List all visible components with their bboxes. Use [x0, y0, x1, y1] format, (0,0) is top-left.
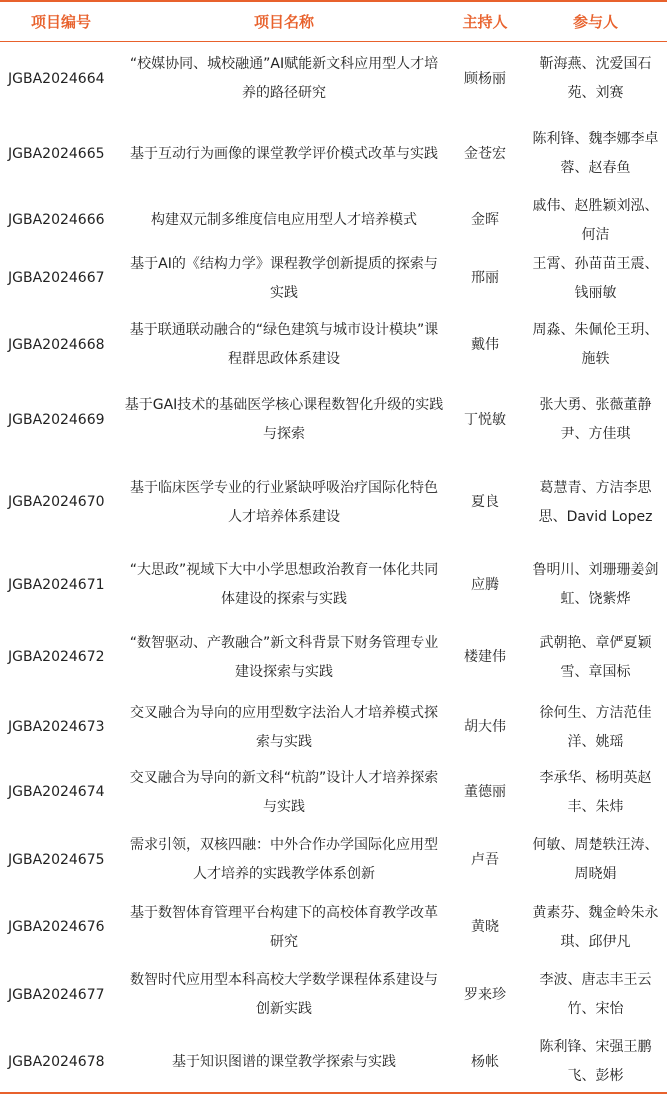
project-host: 金苍宏: [464, 145, 506, 162]
project-host: 杨帐: [446, 1033, 524, 1093]
project-name: 数智时代应用型本科高校大学数学课程体系建设与创新实践: [130, 972, 438, 1017]
project-name: 基于临床医学专业的行业紧缺呼吸治疗国际化特色人才培养体系建设: [130, 479, 438, 525]
header-project-code: 项目编号: [0, 1, 122, 42]
project-name: 需求引领，双核四融：中外合作办学国际化应用型人才培养的实践教学体系创新: [130, 837, 438, 882]
project-host: 金晖: [471, 212, 499, 228]
project-host: 董德丽: [464, 784, 506, 800]
table-row: [0, 383, 667, 458]
project-code: JGBA2024664: [8, 70, 105, 87]
project-host: 胡大伟: [464, 719, 506, 735]
project-name: “校媒协同、城校融通”AI赋能新文科应用型人才培养的路径研究: [129, 56, 439, 102]
project-host: 应腾: [471, 576, 499, 593]
project-code: JGBA2024677: [8, 986, 105, 1003]
project-name: 基于GAI技术的基础医学核心课程数智化升级的实践与探索: [124, 397, 444, 442]
table-row: [0, 823, 667, 898]
project-host: 丁悦敏: [464, 411, 506, 428]
project-members: 周淼、朱佩伦王玥、施轶: [532, 322, 659, 367]
project-host: 楼建伟: [464, 649, 506, 665]
project-members: 戚伟、赵胜颖刘泓、何洁: [532, 197, 659, 243]
table-row: [0, 250, 667, 308]
project-code: JGBA2024665: [8, 145, 105, 162]
project-code: JGBA2024675: [8, 851, 105, 868]
table-row: [0, 1033, 667, 1093]
table-row: [0, 548, 667, 623]
project-code: JGBA2024668: [8, 336, 105, 353]
project-code: JGBA2024667: [8, 270, 105, 286]
project-code: JGBA2024674: [8, 784, 105, 800]
project-host: 邢丽: [471, 270, 499, 286]
project-members: 陈利锋、魏李娜李卓蓉、赵春鱼: [532, 131, 659, 176]
table-row: [0, 623, 667, 693]
header-members: 参与人: [524, 1, 667, 42]
project-name: 构建双元制多维度信电应用型人才培养模式: [151, 212, 417, 228]
project-members: 葛慧青、方洁李思思、David Lopez: [538, 479, 653, 525]
project-code: JGBA2024672: [8, 649, 105, 665]
project-code: JGBA2024673: [8, 719, 105, 735]
project-host: 戴伟: [471, 336, 499, 353]
project-members: 鲁明川、刘珊珊姜剑虹、饶紫烨: [532, 562, 659, 607]
project-members: 张大勇、张薇董静尹、方佳琪: [539, 397, 652, 442]
project-code: JGBA2024666: [8, 212, 105, 228]
project-members: 李承华、杨明英赵丰、朱炜: [539, 769, 652, 815]
project-host: 夏良: [471, 494, 499, 510]
project-code: JGBA2024676: [8, 919, 105, 935]
project-members: 陈利锋、宋强王鹏飞、彭彬: [524, 1033, 667, 1093]
project-code: JGBA2024670: [8, 494, 105, 510]
table-body: [0, 42, 667, 1093]
project-host: 黄晓: [471, 919, 499, 935]
project-name: 基于联通联动融合的“绿色建筑与城市设计模块”课程群思政体系建设: [129, 322, 439, 367]
table-row: [0, 898, 667, 958]
project-name: 基于AI的《结构力学》课程教学创新提质的探索与实践: [130, 255, 438, 301]
project-members: 黄素芬、魏金岭朱永琪、邱伊凡: [532, 904, 659, 950]
project-host: 卢吾: [471, 851, 499, 868]
project-host: 罗来珍: [464, 986, 506, 1003]
table-row: [0, 192, 667, 250]
header-host: 主持人: [446, 1, 524, 42]
project-code: JGBA2024669: [8, 411, 105, 428]
project-code: JGBA2024678: [0, 1033, 122, 1093]
project-members: 靳海燕、沈爱国石苑、刘赛: [539, 56, 652, 102]
table-row: [0, 763, 667, 823]
project-code: JGBA2024671: [8, 576, 105, 593]
project-name: 交叉融合为导向的新文科“杭韵”设计人才培养探索与实践: [129, 769, 439, 815]
header-project-name: 项目名称: [122, 1, 446, 42]
project-members: 李波、唐志丰王云竹、宋怡: [539, 972, 652, 1017]
project-members: 武朝艳、章俨夏颖雪、章国标: [539, 634, 652, 680]
project-name: 基于互动行为画像的课堂教学评价模式改革与实践: [130, 145, 438, 162]
project-members: 王霄、孙苗苗王震、钱丽敏: [532, 255, 659, 301]
project-host: 顾杨丽: [464, 70, 506, 87]
header-row: [0, 1, 667, 42]
project-name: 基于知识图谱的课堂教学探索与实践: [122, 1033, 446, 1093]
project-members: 徐何生、方洁范佳洋、姚瑶: [539, 704, 652, 750]
table-row: [0, 117, 667, 192]
table-row: [0, 42, 667, 117]
table-row: [0, 958, 667, 1033]
project-members: 何敏、周楚轶汪涛、周晓娟: [532, 837, 659, 882]
project-name: “数智驱动、产教融合”新文科背景下财务管理专业建设探索与实践: [129, 634, 439, 680]
table-row: [0, 458, 667, 548]
project-name: “大思政”视域下大中小学思想政治教育一体化共同体建设的探索与实践: [129, 562, 439, 607]
table-row: [0, 308, 667, 383]
table-header: [0, 1, 667, 42]
table-row: [0, 693, 667, 763]
project-name: 交叉融合为导向的应用型数字法治人才培养模式探索与实践: [130, 704, 438, 750]
project-name: 基于数智体育管理平台构建下的高校体育教学改革研究: [130, 904, 438, 950]
